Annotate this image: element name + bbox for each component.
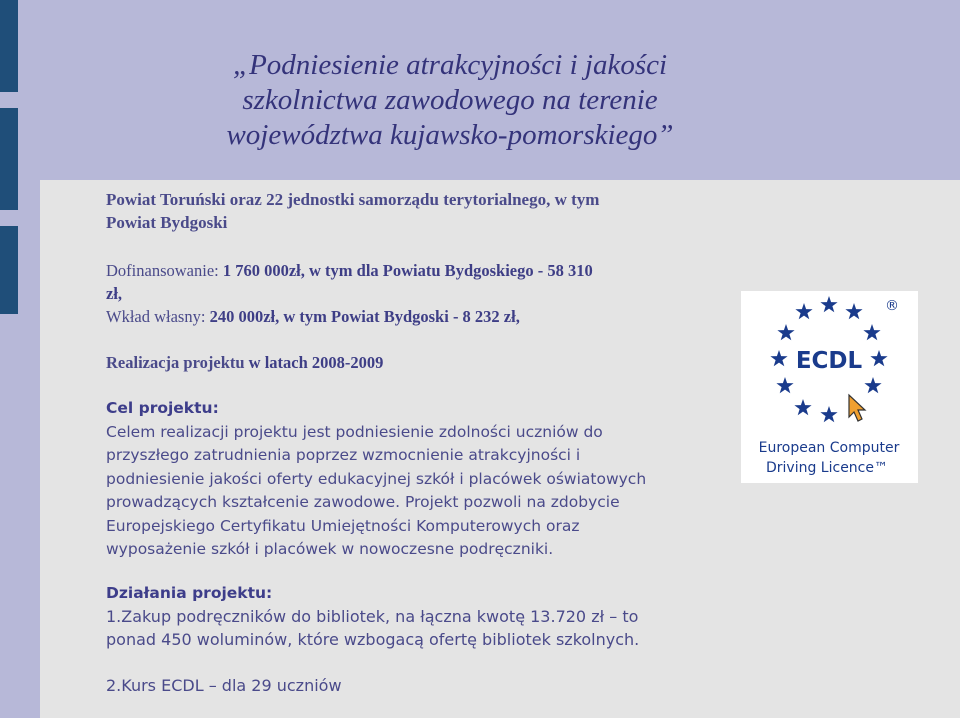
actions-block	[106, 582, 746, 697]
goal-line-4: prowadzących kształcenie zawodowe. Projekt pozwoli na zdobycie	[106, 493, 620, 511]
partners-line-1: Powiat Toruński oraz 22 jednostki samorządu terytorialnego, w tym	[106, 190, 600, 209]
ecdl-logo-graphic	[741, 291, 918, 483]
title-line-2: szkolnictwa zawodowego na terenie	[242, 84, 658, 116]
action-item-1-line-2: ponad 450 woluminów, które wzbogacą ofertę bibliotek szkolnych.	[106, 630, 640, 649]
left-decorative-bar-2	[0, 108, 18, 210]
cofinancing-label: Dofinansowanie:	[106, 261, 223, 280]
goal-line-5: Europejskiego Certyfikatu Umiejętności Komputerowych oraz	[106, 516, 580, 535]
goal-block	[106, 397, 746, 562]
goal-line-1: Celem realizacji projektu jest podniesienie zdolności uczniów do	[106, 422, 603, 441]
cofinancing-value: 1 760 000zł, w tym dla Powiatu Bydgoskiego - 58 310	[222, 261, 593, 280]
funding-block	[106, 259, 746, 328]
left-decorative-bar-1	[0, 0, 18, 92]
own-contribution-line	[106, 305, 746, 328]
period-block	[106, 351, 746, 374]
actions-heading: Działania projektu:	[106, 584, 273, 602]
cofinancing-line-2: zł,	[106, 284, 123, 303]
registered-mark: ®	[885, 298, 899, 314]
ecdl-logo-name: ECDL	[795, 348, 863, 374]
logo-caption-line-1: European Computer	[758, 440, 900, 456]
partners-block	[106, 188, 746, 234]
goal-line-2: przyszłego zatrudnienia poprzez wzmocnienie atrakcyjności i	[106, 446, 581, 464]
partners-line-2: Powiat Bydgoski	[106, 213, 228, 232]
action-item-2: 2.Kurs ECDL – dla 29 uczniów	[106, 676, 342, 695]
period-value: w latach 2008-2009	[244, 353, 384, 372]
goal-heading: Cel projektu:	[106, 399, 219, 417]
left-decorative-bar-3	[0, 226, 18, 314]
period-label: Realizacja projektu	[106, 353, 245, 372]
slide-title	[120, 48, 780, 153]
goal-line-6: wyposażenie szkół i placówek w nowoczesne podręczniki.	[106, 540, 554, 558]
action-item-1-line-1: 1.Zakup podręczników do bibliotek, na łączna kwotę 13.720 zł – to	[106, 607, 639, 626]
logo-caption-line-2: Driving Licence™	[766, 460, 888, 476]
mouse-cursor-icon	[849, 395, 865, 421]
own-contribution-value: 240 000zł, w tym Powiat Bydgoski - 8 232 zł,	[209, 307, 520, 326]
own-contribution-label: Wkład własny:	[106, 307, 210, 326]
ecdl-logo	[741, 291, 918, 483]
cofinancing-line-1	[106, 259, 746, 282]
title-line-1: „Podniesienie atrakcyjności i jakości	[232, 49, 668, 81]
title-line-3: województwa kujawsko-pomorskiego”	[226, 119, 674, 151]
goal-line-3: podniesienie jakości oferty edukacyjnej szkół i placówek oświatowych	[106, 469, 647, 488]
